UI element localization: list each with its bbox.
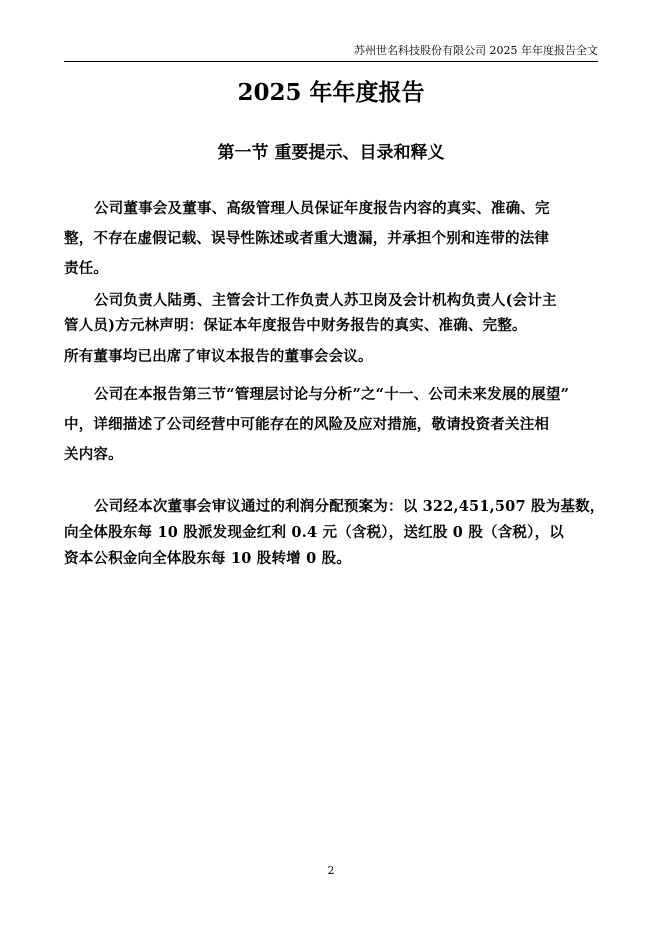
paragraph-responsible-persons-statement (64, 288, 598, 338)
paragraph-line: 公司董事会及董事、高级管理人员保证年度报告内容的真实、准确、完 (94, 200, 550, 217)
paragraph-line: 整，不存在虚假记载、误导性陈述或者重大遗漏，并承担个别和连带的法律 (64, 230, 550, 247)
paragraph-line: 公司负责人陆勇、主管会计工作负责人苏卫岗及会计机构负责人(会计主 (94, 292, 557, 309)
paragraph-line: 公司在本报告第三节“管理层讨论与分析”之“十一、公司未来发展的展望” (94, 386, 570, 403)
paragraph-directors-attendance (64, 343, 598, 370)
paragraph-line: 管人员)方元林声明：保证本年度报告中财务报告的真实、准确、完整。 (64, 317, 527, 334)
paragraph-risk-notice (64, 380, 598, 470)
paragraph-line: 中，详细描述了公司经营中可能存在的风险及应对措施，敬请投资者关注相 (64, 416, 550, 433)
paragraph-line: 责任。 (64, 260, 109, 277)
document-title: 2025 年年度报告 (237, 79, 425, 106)
paragraph-line: 向全体股东每 10 股派发现金红利 0.4 元（含税），送红股 0 股（含税），以 (64, 524, 564, 541)
page-number: 2 (327, 864, 335, 877)
running-header: 苏州世名科技股份有限公司 2025 年年度报告全文 (354, 44, 598, 57)
paragraph-line: 关内容。 (64, 446, 123, 463)
paragraph-board-guarantee (64, 194, 598, 284)
paragraph-profit-distribution (64, 494, 605, 572)
paragraph-line: 资本公积金向全体股东每 10 股转增 0 股。 (64, 550, 352, 567)
header-divider (64, 61, 598, 62)
section-title: 第一节 重要提示、目录和释义 (217, 143, 445, 163)
paragraph-line: 所有董事均已出席了审议本报告的董事会会议。 (64, 348, 373, 365)
paragraph-line: 公司经本次董事会审议通过的利润分配预案为：以 322,451,507 股为基数， (94, 498, 605, 515)
